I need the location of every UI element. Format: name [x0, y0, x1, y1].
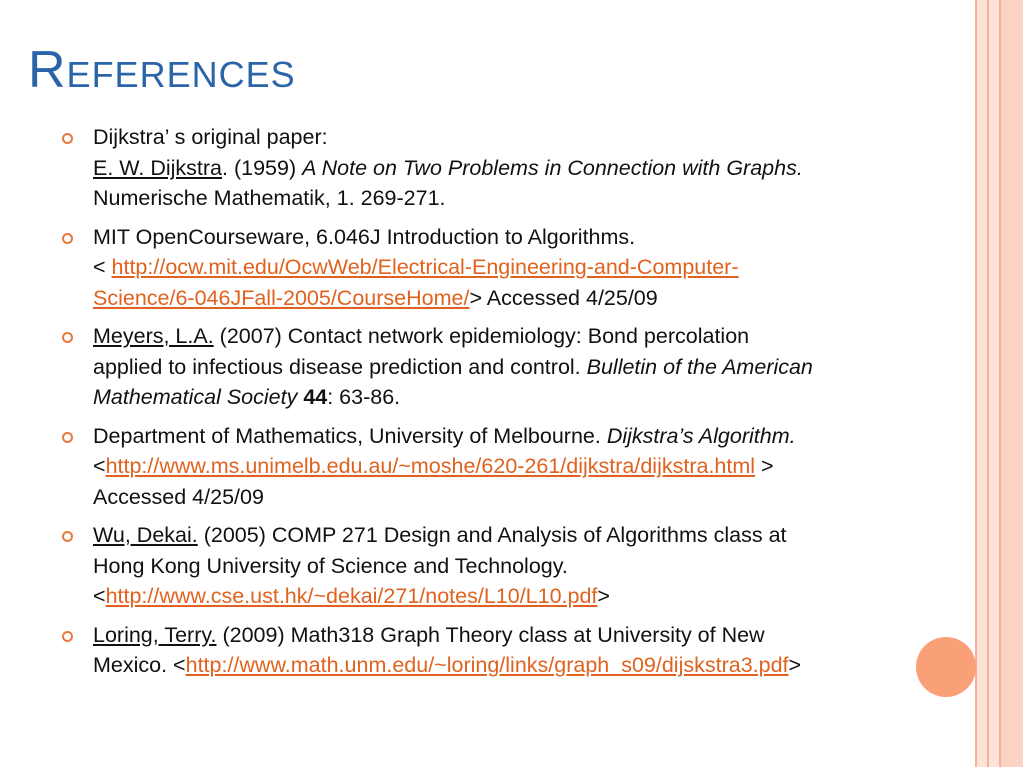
- bracket: >: [597, 584, 610, 608]
- author-link[interactable]: E. W. Dijkstra: [93, 155, 223, 180]
- ref-title: Dijkstra’s Algorithm.: [606, 423, 796, 448]
- reference-item: [62, 122, 962, 214]
- author-link[interactable]: Loring, Terry.: [93, 622, 217, 647]
- page-title: References: [28, 41, 296, 99]
- author-link[interactable]: Meyers, L.A.: [93, 324, 214, 348]
- decorative-stripes: [975, 0, 1023, 767]
- stripe: [1001, 0, 1023, 767]
- author-link[interactable]: Wu, Dekai.: [93, 523, 198, 547]
- reference-item: [62, 520, 962, 612]
- ref-line: Accessed 4/25/09: [93, 484, 264, 509]
- reference-item: [62, 222, 962, 314]
- stripe: [977, 0, 987, 767]
- url-link[interactable]: Science/6-046JFall-2005/CourseHome/: [93, 285, 470, 310]
- url-link[interactable]: http://www.math.unm.edu/~loring/links/graph_s09/dijskstra3.pdf: [185, 653, 789, 677]
- ref-text: (2005) COMP 271 Design and Analysis of Algorithms class at: [197, 523, 787, 547]
- ref-line: Dijkstra’ s original paper:: [93, 125, 328, 149]
- decorative-circle: [916, 637, 976, 697]
- ref-line: [93, 321, 962, 352]
- reference-item: [62, 321, 962, 413]
- ref-line: MIT OpenCourseware, 6.046J Introduction to Algorithms.: [93, 224, 636, 249]
- bullet-icon: [62, 531, 73, 542]
- ref-line: [93, 421, 962, 452]
- ref-text: Mexico. <: [93, 653, 186, 677]
- stripe: [989, 0, 999, 767]
- bullet-icon: [62, 233, 73, 244]
- reference-item: [62, 620, 962, 681]
- ref-line: [93, 283, 962, 314]
- ref-line: [93, 382, 962, 413]
- bullet-icon: [62, 432, 73, 443]
- volume: 44: [297, 385, 328, 409]
- ref-line: [93, 650, 962, 681]
- ref-line: Hong Kong University of Science and Technology.: [93, 553, 568, 578]
- ref-title: A Note on Two Problems in Connection with Graphs.: [302, 155, 803, 180]
- ref-line: [93, 581, 962, 612]
- pages: : 63-86.: [327, 385, 401, 409]
- journal-name: Bulletin of the American: [586, 354, 813, 379]
- ref-line: [93, 352, 962, 383]
- bracket: <: [93, 454, 106, 478]
- url-link[interactable]: http://www.ms.unimelb.edu.au/~moshe/620-261/dijkstra/dijkstra.html: [105, 454, 756, 478]
- accessed-text: > Accessed 4/25/09: [469, 285, 658, 310]
- ref-line: [93, 620, 962, 651]
- bracket: >: [788, 653, 802, 677]
- bullet-icon: [62, 631, 73, 642]
- ref-line: [93, 252, 962, 283]
- url-link[interactable]: http://www.cse.ust.hk/~dekai/271/notes/L10/L10.pdf: [105, 584, 598, 608]
- bracket: >: [755, 454, 774, 478]
- ref-line: Numerische Mathematik, 1. 269-271.: [93, 186, 446, 210]
- ref-text: (2007) Contact network epidemiology: Bond percolation: [213, 324, 750, 348]
- journal-name: Mathematical Society: [93, 385, 298, 409]
- ref-text: (2009) Math318 Graph Theory class at University of New: [216, 622, 765, 647]
- bullet-icon: [62, 332, 73, 343]
- bracket: <: [93, 584, 106, 608]
- ref-text: applied to infectious disease prediction and control.: [93, 354, 587, 379]
- url-link[interactable]: http://ocw.mit.edu/OcwWeb/Electrical-Engineering-and-Computer-: [111, 255, 739, 279]
- reference-item: [62, 421, 962, 513]
- reference-list: [62, 122, 962, 689]
- ref-year: . (1959): [222, 155, 303, 180]
- ref-line: [93, 520, 962, 551]
- bullet-icon: [62, 133, 73, 144]
- ref-line: [93, 153, 962, 184]
- ref-text: Department of Mathematics, University of Melbourne.: [93, 423, 607, 448]
- bracket: <: [93, 255, 112, 279]
- ref-line: [93, 451, 962, 482]
